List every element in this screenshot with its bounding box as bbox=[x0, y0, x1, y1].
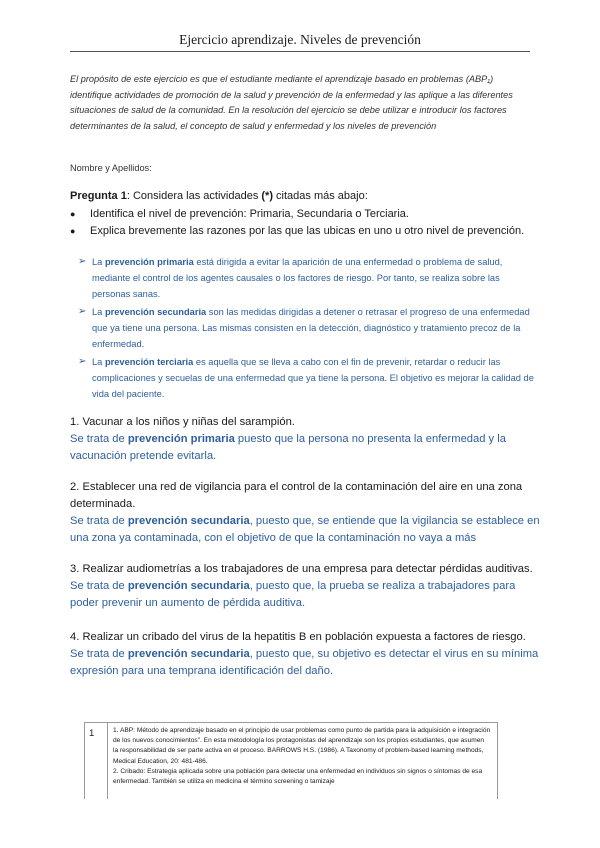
definition-text: es aquella que se lleva a cabo con el fin de prevenir, retardar o reducir las complicaciones y secuelas de una enfermedad que ya tiene la persona. El objetivo es mejorar la calidad de vida del paciente. bbox=[92, 357, 534, 399]
footnote-abp: 1. ABP: Método de aprendizaje basado en el principio de usar problemas como punto de partida para la adquisición e integración de los nuevos conocimientos". En esta metodología los protagonistas del aprendizaje son los propios estudiantes, que asumen la responsabilidad de ser parte activa en el proceso. BARROWS H.S. (1986). A Taxonomy of problem-based learning methods, Medical Education, 20: 481-486. bbox=[113, 727, 491, 765]
answer-post: puesto que la persona no presenta la enfermedad y la vacunación pretende evitarla. bbox=[70, 433, 506, 462]
answer-level: prevención secundaria bbox=[127, 580, 250, 592]
definition-lead: La bbox=[92, 257, 105, 267]
answer-pre: Se trata de bbox=[70, 515, 128, 527]
answer-level: prevención secundaria bbox=[127, 648, 250, 660]
activity-question: 1. Vacunar a los niños y niñas del sarampión. bbox=[70, 416, 295, 428]
answer-pre: Se trata de bbox=[70, 580, 128, 592]
activity-item-4 bbox=[70, 629, 540, 680]
definition-text: son las medidas dirigidas a detener o retrasar el progreso de una enfermedad que ya tiene una persona. Las mismas consisten en la detección, diagnóstico y tratamiento precoz de la enfermedad. bbox=[92, 307, 530, 349]
activity-item-1 bbox=[70, 414, 540, 465]
footnote-box bbox=[84, 722, 498, 799]
footnote-text bbox=[113, 726, 491, 787]
footnote-divider bbox=[107, 723, 108, 799]
answer-level: prevención secundaria bbox=[127, 515, 250, 527]
definition-term: prevención terciaria bbox=[104, 357, 194, 367]
instructions-list bbox=[70, 206, 540, 240]
question-marker: (*) bbox=[261, 190, 273, 202]
activity-question: 2. Establecer una red de vigilancia para el control de la contaminación del aire en una zona determinada. bbox=[70, 481, 523, 510]
definition-text: está dirigida a evitar la aparición de una enfermedad o problema de salud, mediante el control de los agentes causales o los factores de riesgo. Por tanto, se realiza sobre las personas sanas. bbox=[92, 257, 503, 299]
definition-terciaria bbox=[78, 354, 538, 402]
instruction-item: ● Explica brevemente las razones por las que las ubicas en uno u otro nivel de prevención. bbox=[70, 223, 540, 240]
page-title: Ejercicio aprendizaje. Niveles de prevención bbox=[179, 32, 421, 47]
answer-pre: Se trata de bbox=[70, 433, 128, 445]
activity-answer bbox=[70, 431, 540, 465]
activity-item-2 bbox=[70, 479, 540, 547]
footnote-number: 1 bbox=[89, 728, 95, 739]
definition-lead: La bbox=[92, 307, 105, 317]
activity-answer bbox=[70, 646, 540, 680]
header-divider bbox=[70, 51, 530, 52]
definition-secundaria bbox=[78, 304, 538, 352]
answer-post: , puesto que, su objetivo es detectar el virus en su mínima expresión para una temprana identificación del daño. bbox=[70, 648, 539, 677]
definitions-list bbox=[78, 254, 538, 404]
instruction-item: ● Identifica el nivel de prevención: Primaria, Secundaria o Terciaria. bbox=[70, 206, 540, 223]
definition-term: prevención primaria bbox=[104, 257, 194, 267]
definition-primaria bbox=[78, 254, 538, 302]
activity-question: 4. Realizar un cribado del virus de la hepatitis B en población expuesta a factores de riesgo. bbox=[70, 631, 526, 643]
question-label: Pregunta 1 bbox=[70, 190, 127, 202]
answer-post: , puesto que, se entiende que la vigilancia se establece en una zona ya contaminada, con el objetivo de que la contaminación no vaya a más bbox=[70, 515, 540, 544]
question-text-before: : Considera las actividades bbox=[126, 190, 262, 202]
footnote-cribado: 2. Cribado: Estrategia aplicada sobre una población para detectar una enfermedad en individuos sin signos o síntomas de esa enfermedad. También se utiliza en medicina el término screening o tamizaje bbox=[113, 767, 483, 786]
answer-level: prevención primaria bbox=[127, 433, 235, 445]
activity-answer bbox=[70, 513, 540, 547]
intro-paragraph: El propósito de este ejercicio es que el estudiante mediante el aprendizaje basado en problemas (ABP₁) identifique actividades de promoción de la salud y prevención de la enfermedad y las aplique a las diferentes situaciones de salud de la comunidad. En la resolución del ejercicio se debe utilizar e introducir los factores determinantes de la salud, el concepto de salud y enfermedad y los niveles de prevención bbox=[70, 74, 513, 131]
question-text-after: citadas más abajo: bbox=[272, 190, 368, 202]
name-label: Nombre y Apellidos: bbox=[70, 163, 152, 173]
answer-pre: Se trata de bbox=[70, 648, 128, 660]
activity-answer bbox=[70, 578, 540, 612]
answer-post: , puesto que, la prueba se realiza a trabajadores para poder prevenir un aumento de pérdida auditiva. bbox=[70, 580, 516, 609]
definition-lead: La bbox=[92, 357, 105, 367]
definition-term: prevención secundaria bbox=[104, 307, 207, 317]
activity-question: 3. Realizar audiometrías a los trabajadores de una empresa para detectar pérdidas auditivas. bbox=[70, 563, 533, 575]
activity-item-3 bbox=[70, 561, 540, 612]
question-intro bbox=[70, 190, 540, 202]
